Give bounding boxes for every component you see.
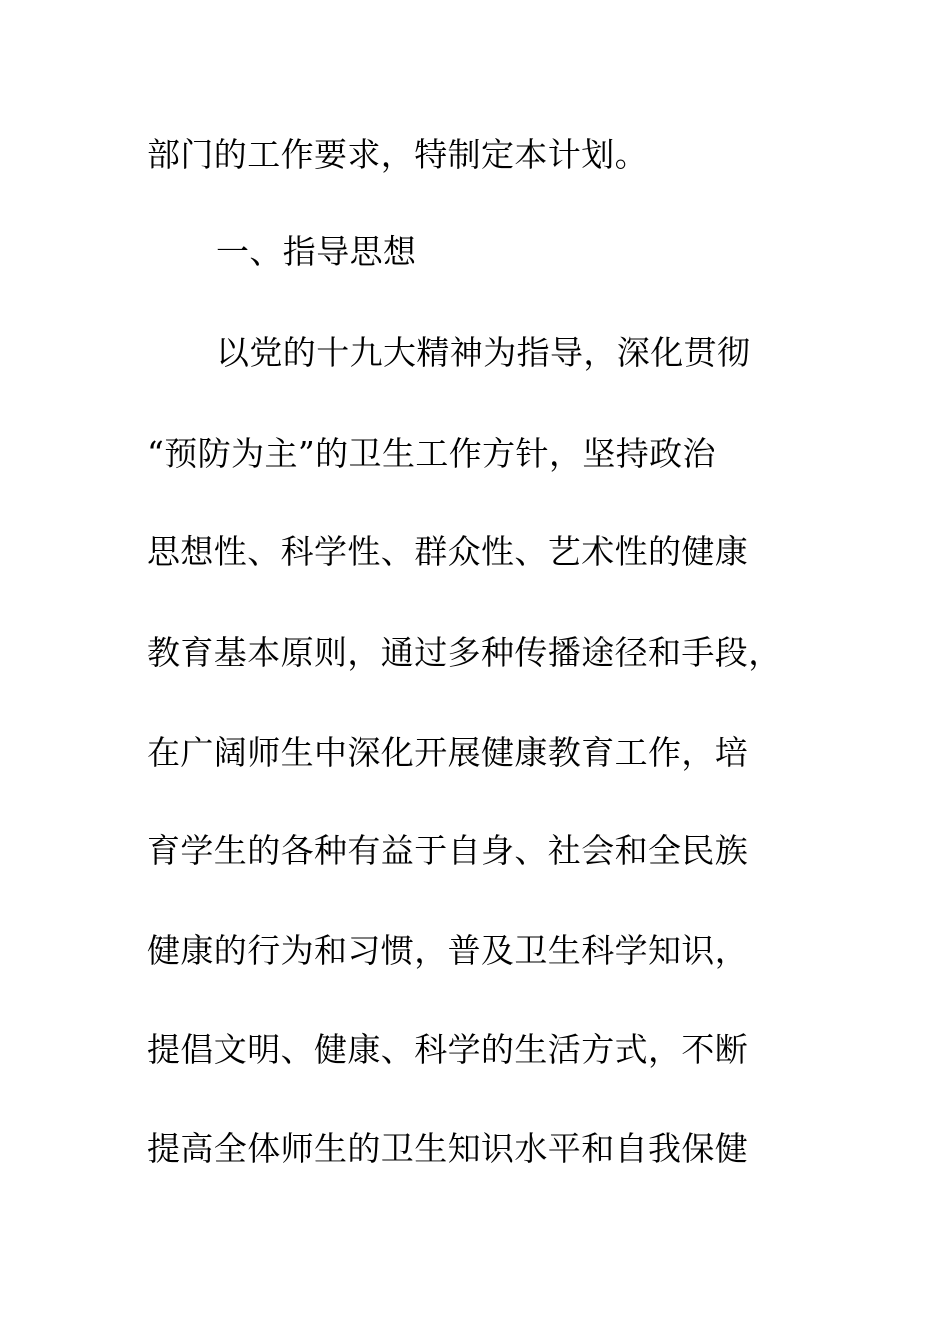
paragraph-line: 在广阔师生中深化开展健康教育工作，培 (147, 733, 749, 772)
paragraph-line: 思想性、科学性、群众性、艺术性的健康 (147, 532, 749, 571)
paragraph-line: 教育基本原则，通过多种传播途径和手段， (147, 633, 782, 672)
paragraph-line: 提高全体师生的卫生知识水平和自我保健 (147, 1129, 749, 1168)
paragraph-continuation-line: 部门的工作要求，特制定本计划。 (147, 135, 648, 174)
paragraph-line: 提倡文明、健康、科学的生活方式，不断 (147, 1030, 749, 1069)
paragraph-line: 育学生的各种有益于自身、社会和全民族 (147, 831, 749, 870)
paragraph-line: 健康的行为和习惯，普及卫生科学知识， (147, 931, 749, 970)
paragraph-line: 以党的十九大精神为指导，深化贯彻 (216, 333, 751, 372)
section-heading: 一、指导思想 (216, 232, 417, 271)
paragraph-line: “预防为主”的卫生工作方针，坚持政治 (147, 434, 716, 473)
